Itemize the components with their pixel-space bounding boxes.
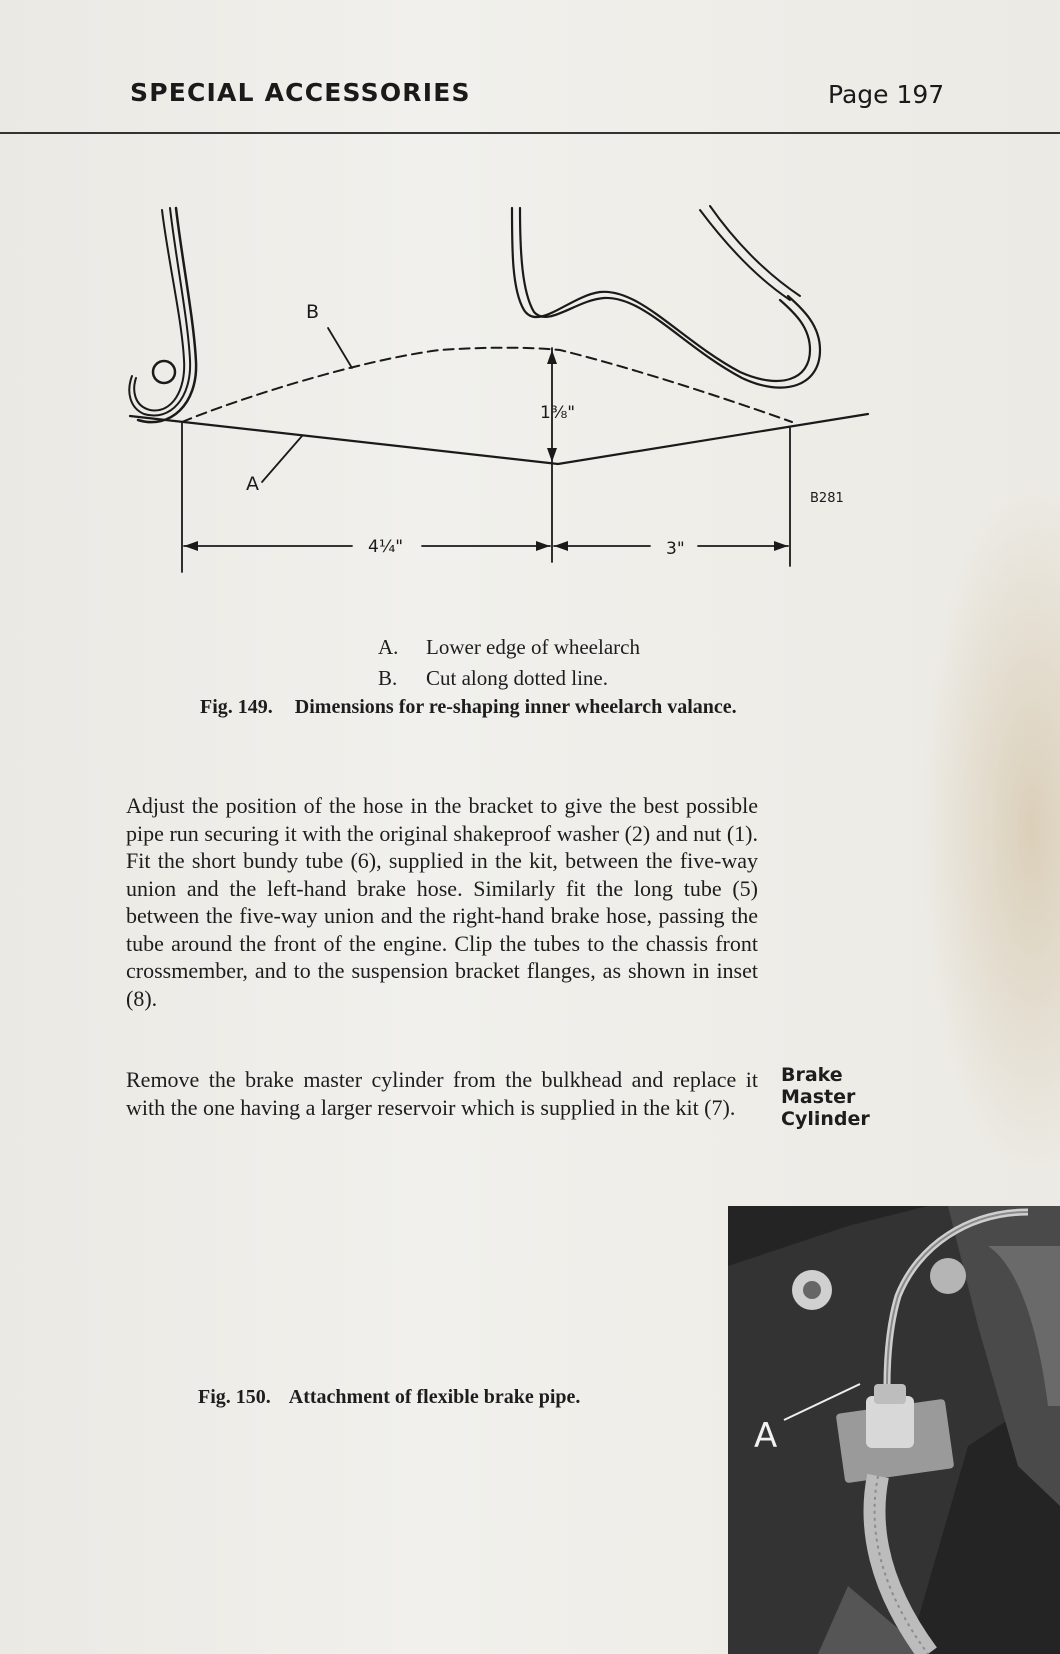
side-heading bbox=[781, 1064, 901, 1130]
side-heading-line: Cylinder bbox=[781, 1108, 870, 1130]
paper-stain bbox=[920, 480, 1060, 1180]
figure-149-legend bbox=[378, 632, 640, 694]
legend-item bbox=[378, 632, 640, 663]
photo-label-a: A bbox=[754, 1416, 778, 1456]
arrowhead bbox=[536, 541, 550, 551]
label-a: A bbox=[246, 473, 259, 495]
legend-text: Cut along dotted line. bbox=[426, 666, 608, 690]
left-panel-hole bbox=[153, 361, 175, 383]
leader-b bbox=[328, 328, 352, 368]
figure-149-diagram bbox=[120, 200, 940, 620]
section-title: SPECIAL ACCESSORIES bbox=[130, 78, 471, 107]
right-panel-line bbox=[520, 208, 820, 388]
side-heading-line: Brake bbox=[781, 1064, 843, 1086]
figure-number: Fig. 149. bbox=[200, 696, 273, 718]
arrowhead bbox=[554, 541, 568, 551]
left-panel-line bbox=[134, 210, 184, 410]
legend-text: Lower edge of wheelarch bbox=[426, 635, 640, 659]
legend-item bbox=[378, 663, 640, 694]
caption-text: Attachment of flexible brake pipe. bbox=[288, 1386, 581, 1408]
dimension-right: 3" bbox=[666, 539, 685, 559]
wheelarch-lower-edge bbox=[130, 414, 868, 464]
right-panel-line bbox=[700, 210, 790, 300]
figure-number: Fig. 150. bbox=[198, 1386, 271, 1408]
figure-150-caption bbox=[198, 1386, 580, 1409]
arrowhead bbox=[184, 541, 198, 551]
legend-letter: A. bbox=[378, 635, 399, 659]
drawing-reference: B281 bbox=[810, 491, 844, 506]
arrowhead bbox=[547, 350, 557, 364]
side-heading-line: Master bbox=[781, 1086, 856, 1108]
arrowhead bbox=[774, 541, 788, 551]
page-header bbox=[0, 0, 1060, 140]
dimension-height: 1⅜" bbox=[540, 403, 576, 423]
arrowhead bbox=[547, 448, 557, 462]
body-paragraph: Adjust the position of the hose in the bracket to give the best possible pipe run securing it with the original shakeproof washer (2) and nut (1). Fit the short bundy tube (6), supplied in the kit, between the five-way union and the left-hand brake hose. Similarly fit the long tube (5) between the five-way union and the right-hand brake hose, passing the tube around the front of the engine. Clip the tubes to the chassis front crossmember, and to the suspension bracket flanges, as shown in inset (8). bbox=[126, 793, 758, 1011]
figure-149-caption bbox=[200, 696, 737, 719]
body-paragraph: Remove the brake master cylinder from the bulkhead and replace it with the one having a larger reservoir which is supplied in the kit (7). bbox=[126, 1067, 758, 1120]
header-rule bbox=[0, 132, 1060, 134]
leader-a bbox=[262, 436, 302, 482]
dimension-left: 4¼" bbox=[368, 537, 404, 557]
label-b: B bbox=[306, 301, 320, 323]
cut-line bbox=[182, 348, 792, 422]
caption-text: Dimensions for re-shaping inner wheelarch valance. bbox=[294, 696, 737, 718]
right-panel-line bbox=[710, 206, 800, 296]
right-panel-line bbox=[512, 208, 810, 381]
page-number: Page 197 bbox=[828, 80, 945, 109]
legend-letter: B. bbox=[378, 666, 398, 690]
figure-150-photo bbox=[728, 1206, 1060, 1654]
